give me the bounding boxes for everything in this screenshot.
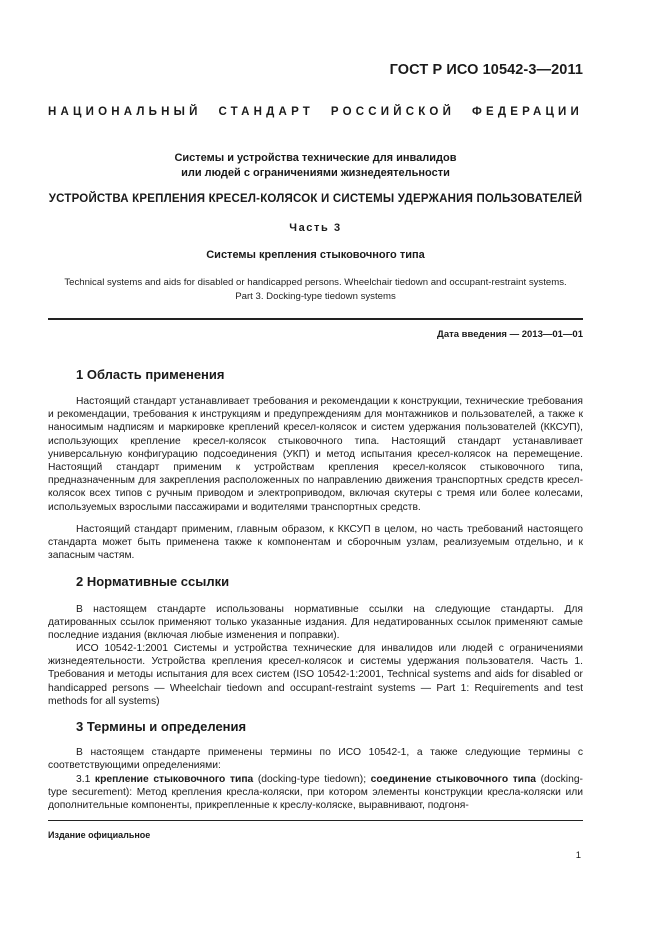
title-block bbox=[48, 151, 583, 181]
divider bbox=[48, 318, 583, 320]
title-line: Системы и устройства технические для инвалидов bbox=[174, 152, 457, 164]
section-heading: 3 Термины и определения bbox=[76, 719, 247, 734]
term: крепление стыковочного типа bbox=[94, 774, 254, 785]
paragraph: Настоящий стандарт устанавливает требования и рекомендации к конструкции, технические требования и рекомендации, требования к инструкциям и предупреждениям для монтажников и пользователей, а также к наносимым надписям и маркировке креплений кресел-колясок и систем удержания пользователей (ККСУП), использующих крепление кресел-колясок стыковочного типа. Настоящий стандарт устанавливает универсальную конфигурацию подсоединения (УКП) и метод испытания кресел-колясок на перемещение. Настоящий стандарт применим к устройствам крепления кресел-колясок стыковочного типа, предназначенным для закрепления расположенных по направлению движения транспортных средств кресел-колясок всех типов с ручным приводом и электроприводом, включая скутеры с тремя или более колесами, используемых взрослыми пассажирами и водителями транспортных средств. bbox=[48, 396, 583, 513]
definition-text: (docking-type securement): Метод крепления кресла-коляски, при котором элементы конструкции кресла-коляски или дополнительные компоненты, прикрепленные к креслу-коляске, выравнивают, подгоня- bbox=[48, 774, 583, 812]
page-number: 1 bbox=[575, 850, 581, 861]
edition-label: Издание официальное bbox=[48, 830, 151, 840]
paragraph: В настоящем стандарте использованы нормативные ссылки на следующие стандарты. Для датированных ссылок применяют только указанные издания. Для недатированных ссылок применяют самые последние издания (включая любые изменения и поправки). bbox=[48, 604, 583, 642]
paragraph: В настоящем стандарте применены термины по ИСО 10542-1, а также следующие термины с соответствующими определениями: bbox=[48, 747, 583, 772]
term-number: 3.1 bbox=[76, 774, 95, 785]
section-heading: 1 Область применения bbox=[76, 367, 225, 382]
english-title bbox=[48, 276, 583, 303]
main-title: УСТРОЙСТВА КРЕПЛЕНИЯ КРЕСЕЛ-КОЛЯСОК И СИСТЕМЫ УДЕРЖАНИЯ ПОЛЬЗОВАТЕЛЕЙ bbox=[48, 193, 583, 205]
footer-divider bbox=[48, 820, 583, 821]
paragraph: Настоящий стандарт применим, главным образом, к ККСУП в целом, но часть требований настоящего стандарта может быть применена также к компонентам и сборочным узлам, реализуемым отдельно, и к запасным частям. bbox=[48, 524, 583, 562]
introduction-date: Дата введения — 2013—01—01 bbox=[437, 329, 583, 340]
english-title-line: Technical systems and aids for disabled or handicapped persons. Wheelchair tiedown and occupant-restraint systems. bbox=[64, 277, 567, 288]
document-code: ГОСТ Р ИСО 10542-3—2011 bbox=[389, 62, 583, 78]
banner-word: РОССИЙСКОЙ bbox=[330, 106, 456, 118]
banner-word: СТАНДАРТ bbox=[218, 106, 315, 118]
term: соединение стыковочного типа bbox=[370, 774, 537, 785]
banner-word: НАЦИОНАЛЬНЫЙ bbox=[48, 106, 202, 118]
section-heading: 2 Нормативные ссылки bbox=[76, 574, 230, 589]
definition-paragraph bbox=[48, 773, 583, 813]
title-line: или людей с ограничениями жизнедеятельности bbox=[181, 167, 450, 179]
term-english: (docking-type tiedown); bbox=[253, 774, 371, 785]
paragraph: ИСО 10542-1:2001 Системы и устройства технические для инвалидов или людей с ограничениями жизнедеятельности. Устройства крепления кресел-колясок и системы удержания пользователя. Часть 1. Требования и методы испытания для всех систем (ISO 10542-1:2001, Technical systems and aids for disabled or handicapped persons — Wheelchair tiedown and occupant-restraint systems — Part 1: Requirements and test methods for all systems) bbox=[48, 643, 583, 707]
national-standard-banner bbox=[48, 106, 583, 118]
english-title-line: Part 3. Docking-type tiedown systems bbox=[235, 290, 396, 302]
banner-word: ФЕДЕРАЦИИ bbox=[471, 106, 583, 118]
part-label: Часть 3 bbox=[289, 222, 342, 234]
subtitle: Системы крепления стыковочного типа bbox=[206, 249, 425, 261]
